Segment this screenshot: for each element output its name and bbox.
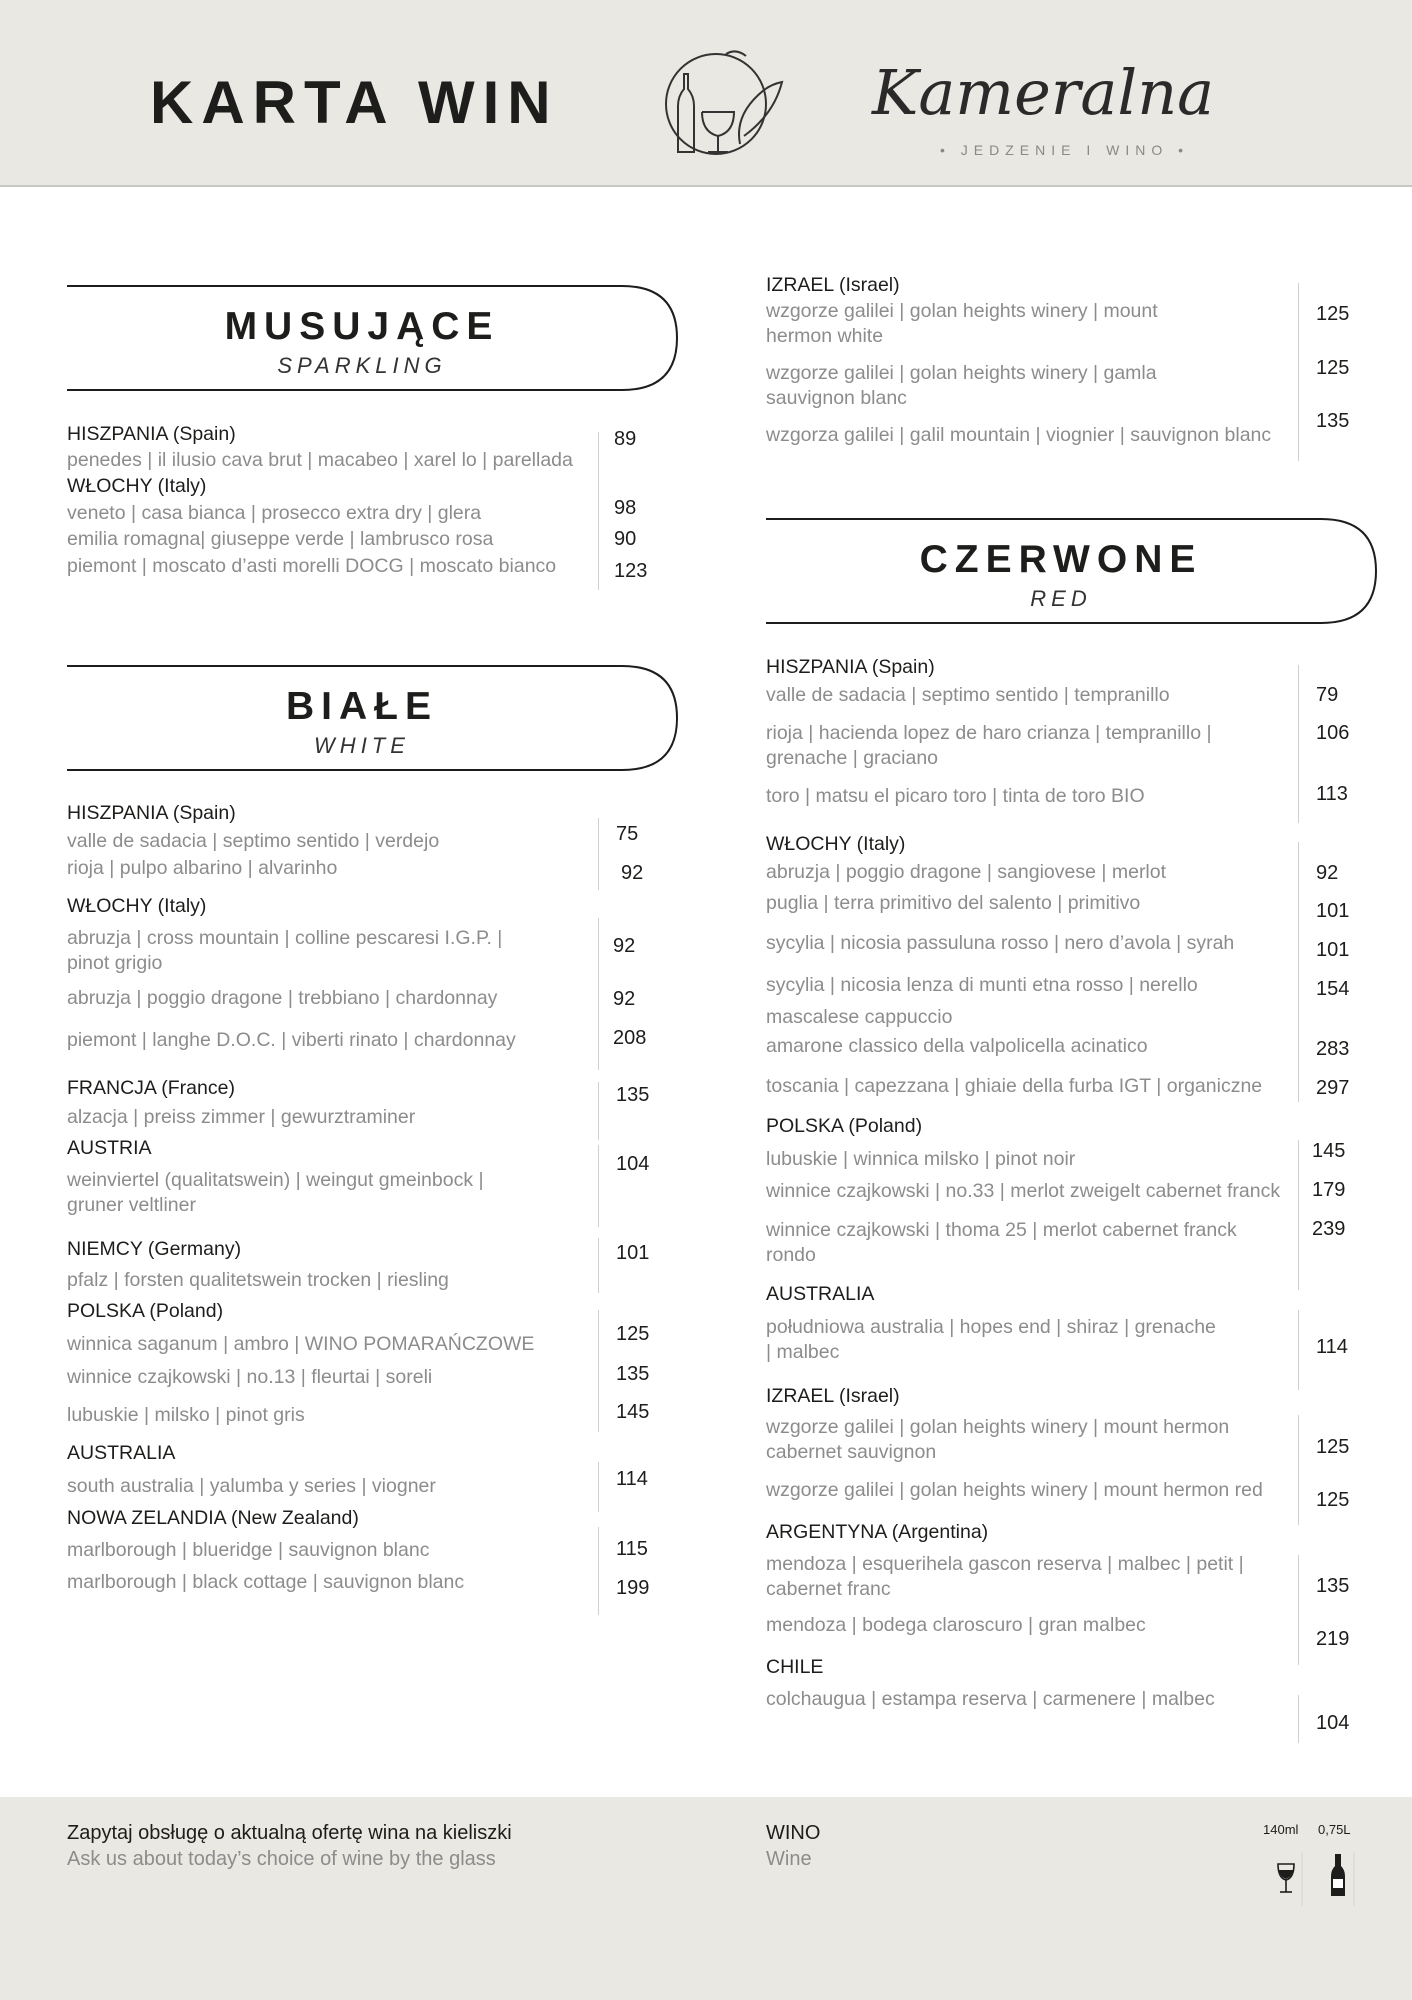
region-label: HISZPANIA (Spain) — [67, 423, 236, 445]
red-banner — [766, 518, 1377, 625]
price: 104 — [616, 1153, 650, 1175]
white-banner — [67, 665, 678, 772]
list-item: valle de sadacia | septimo sentido | tempranillo — [766, 684, 1170, 706]
region-label: AUSTRALIA — [67, 1442, 176, 1464]
list-item: toro | matsu el picaro toro | tinta de toro BIO — [766, 785, 1145, 807]
footer-wine-label: WINO — [766, 1822, 821, 1844]
price: 135 — [616, 1363, 650, 1385]
price: 239 — [1312, 1218, 1346, 1240]
list-item: amarone classico della valpolicella acinatico — [766, 1035, 1148, 1057]
price: 92 — [613, 935, 636, 957]
price: 114 — [1316, 1336, 1348, 1358]
price: 125 — [1316, 1436, 1350, 1458]
bottle-glass-leaf-logo-icon — [654, 44, 794, 164]
footer-note-en: Ask us about today’s choice of wine by the glass — [67, 1848, 496, 1870]
region-label: IZRAEL (Israel) — [766, 274, 900, 296]
price: 90 — [614, 528, 637, 550]
glass-size-label: 140ml — [1263, 1822, 1299, 1837]
price: 145 — [616, 1401, 650, 1423]
list-item: south australia | yalumba y series | viogner — [67, 1475, 436, 1497]
list-item: piemont | moscato d’asti morelli DOCG | moscato bianco — [67, 555, 557, 577]
price: 101 — [1316, 900, 1350, 922]
region-label: HISZPANIA (Spain) — [67, 802, 236, 824]
list-item: veneto | casa bianca | prosecco extra dry | glera — [67, 502, 482, 524]
list-item: sycylia | nicosia passuluna rosso | nero d’avola | syrah — [766, 932, 1235, 954]
price: 106 — [1316, 722, 1350, 744]
region-label: WŁOCHY (Italy) — [766, 833, 906, 855]
region-label: NOWA ZELANDIA (New Zealand) — [67, 1507, 359, 1529]
region-label: AUSTRALIA — [766, 1283, 875, 1305]
footer-wine-label-en: Wine — [766, 1848, 812, 1870]
section-subtitle-white: WHITE — [314, 733, 410, 758]
page-title: KARTA WIN — [150, 69, 559, 136]
region-label: NIEMCY (Germany) — [67, 1238, 242, 1260]
list-item: wzgorze galilei | golan heights winery | gamla sauvignon blanc — [766, 362, 1157, 409]
price: 125 — [616, 1323, 650, 1345]
list-item: valle de sadacia | septimo sentido | verdejo — [67, 830, 440, 852]
region-label: CHILE — [766, 1656, 824, 1678]
list-item: abruzja | poggio dragone | sangiovese | merlot — [766, 861, 1167, 883]
list-item: puglia | terra primitivo del salento | primitivo — [766, 892, 1141, 914]
region-label: WŁOCHY (Italy) — [67, 475, 207, 497]
price: 125 — [1316, 1489, 1350, 1511]
price: 135 — [1316, 1575, 1350, 1597]
price: 297 — [1316, 1077, 1350, 1099]
price: 154 — [1316, 978, 1350, 1000]
list-item: mendoza | bodega claroscuro | gran malbec — [766, 1614, 1146, 1636]
list-item: południowa australia | hopes end | shiraz | grenache | malbec — [766, 1316, 1216, 1363]
list-item: winnice czajkowski | no.13 | fleurtai | soreli — [67, 1366, 433, 1388]
price: 199 — [616, 1577, 650, 1599]
section-title-red: CZERWONE — [919, 538, 1203, 581]
brand-name: Kameralna — [872, 56, 1215, 129]
price: 79 — [1316, 684, 1339, 706]
region-label: ARGENTYNA (Argentina) — [766, 1521, 989, 1543]
price: 219 — [1316, 1628, 1350, 1650]
section-title-sparkling: MUSUJĄCE — [224, 305, 500, 348]
list-item: piemont | langhe D.O.C. | viberti rinato | chardonnay — [67, 1029, 516, 1051]
price: 89 — [614, 428, 637, 450]
wine-bottle-icon — [1318, 1848, 1358, 1908]
list-item: wzgorza galilei | galil mountain | viognier | sauvignon blanc — [766, 424, 1272, 446]
price: 92 — [621, 862, 644, 884]
kameralna-script-logo-icon — [868, 48, 1268, 138]
list-item: wzgorze galilei | golan heights winery | mount hermon red — [766, 1479, 1263, 1501]
list-item: mendoza | esquerihela gascon reserva | malbec | petit | cabernet franc — [766, 1553, 1244, 1600]
list-item: wzgorze galilei | golan heights winery | mount hermon white — [766, 300, 1158, 347]
price: 101 — [616, 1242, 650, 1264]
bottle-size-label: 0,75L — [1318, 1822, 1351, 1837]
section-title-white: BIAŁE — [286, 685, 438, 728]
price: 125 — [1316, 303, 1350, 325]
region-label: FRANCJA (France) — [67, 1077, 235, 1099]
region-label: HISZPANIA (Spain) — [766, 656, 935, 678]
section-subtitle-red: RED — [1030, 586, 1092, 611]
list-item: winnica saganum | ambro | WINO POMARAŃCZOWE — [67, 1333, 535, 1355]
price: 145 — [1312, 1140, 1346, 1162]
list-item: rioja | pulpo albarino | alvarinho — [67, 857, 338, 879]
list-item: marlborough | blueridge | sauvignon blanc — [67, 1539, 430, 1561]
price: 135 — [1316, 410, 1350, 432]
list-item: pfalz | forsten qualitetswein trocken | riesling — [67, 1269, 449, 1291]
price: 125 — [1316, 357, 1350, 379]
list-item: abruzja | poggio dragone | trebbiano | chardonnay — [67, 987, 498, 1009]
price: 135 — [616, 1084, 650, 1106]
list-item: colchaugua | estampa reserva | carmenere | malbec — [766, 1688, 1215, 1710]
sparkling-banner — [67, 285, 678, 392]
region-label: POLSKA (Poland) — [766, 1115, 923, 1137]
region-label: WŁOCHY (Italy) — [67, 895, 207, 917]
price: 208 — [613, 1027, 647, 1049]
brand-tagline: • JEDZENIE I WINO • — [940, 142, 1190, 158]
region-label: AUSTRIA — [67, 1137, 152, 1159]
price: 101 — [1316, 939, 1350, 961]
list-item: abruzja | cross mountain | colline pescaresi I.G.P. | pinot grigio — [67, 927, 503, 974]
price: 104 — [1316, 1712, 1350, 1734]
list-item: penedes | il ilusio cava brut | macabeo | xarel lo | parellada — [67, 449, 573, 471]
price: 92 — [1316, 862, 1339, 884]
price: 115 — [616, 1538, 648, 1560]
price: 75 — [616, 823, 639, 845]
section-subtitle-sparkling: SPARKLING — [277, 353, 447, 378]
list-item: alzacja | preiss zimmer | gewurztraminer — [67, 1106, 416, 1128]
list-item: emilia romagna| giuseppe verde | lambrusco rosa — [67, 528, 494, 550]
list-item: winnice czajkowski | thoma 25 | merlot cabernet franck rondo — [766, 1219, 1237, 1266]
wine-glass-icon — [1266, 1848, 1306, 1908]
price: 123 — [614, 560, 648, 582]
list-item: wzgorze galilei | golan heights winery | mount hermon cabernet sauvignon — [766, 1416, 1230, 1463]
list-item: toscania | capezzana | ghiaie della furba IGT | organiczne — [766, 1075, 1263, 1097]
list-item: lubuskie | winnica milsko | pinot noir — [766, 1148, 1076, 1170]
price: 98 — [614, 497, 637, 519]
price: 179 — [1312, 1179, 1346, 1201]
footer-note-pl: Zapytaj obsługę o aktualną ofertę wina na kieliszki — [67, 1822, 512, 1844]
price: 113 — [1316, 783, 1348, 805]
list-item: lubuskie | milsko | pinot gris — [67, 1404, 305, 1426]
region-label: IZRAEL (Israel) — [766, 1385, 900, 1407]
price: 283 — [1316, 1038, 1350, 1060]
list-item: sycylia | nicosia lenza di munti etna rosso | nerello mascalese cappuccio — [766, 974, 1198, 1028]
list-item: marlborough | black cottage | sauvignon blanc — [67, 1571, 465, 1593]
region-label: POLSKA (Poland) — [67, 1300, 224, 1322]
price: 92 — [613, 988, 636, 1010]
list-item: weinviertel (qualitatswein) | weingut gmeinbock | gruner veltliner — [67, 1169, 484, 1216]
list-item: rioja | hacienda lopez de haro crianza | tempranillo | grenache | graciano — [766, 722, 1212, 769]
list-item: winnice czajkowski | no.33 | merlot zweigelt cabernet franck — [766, 1180, 1281, 1202]
price: 114 — [616, 1468, 648, 1490]
